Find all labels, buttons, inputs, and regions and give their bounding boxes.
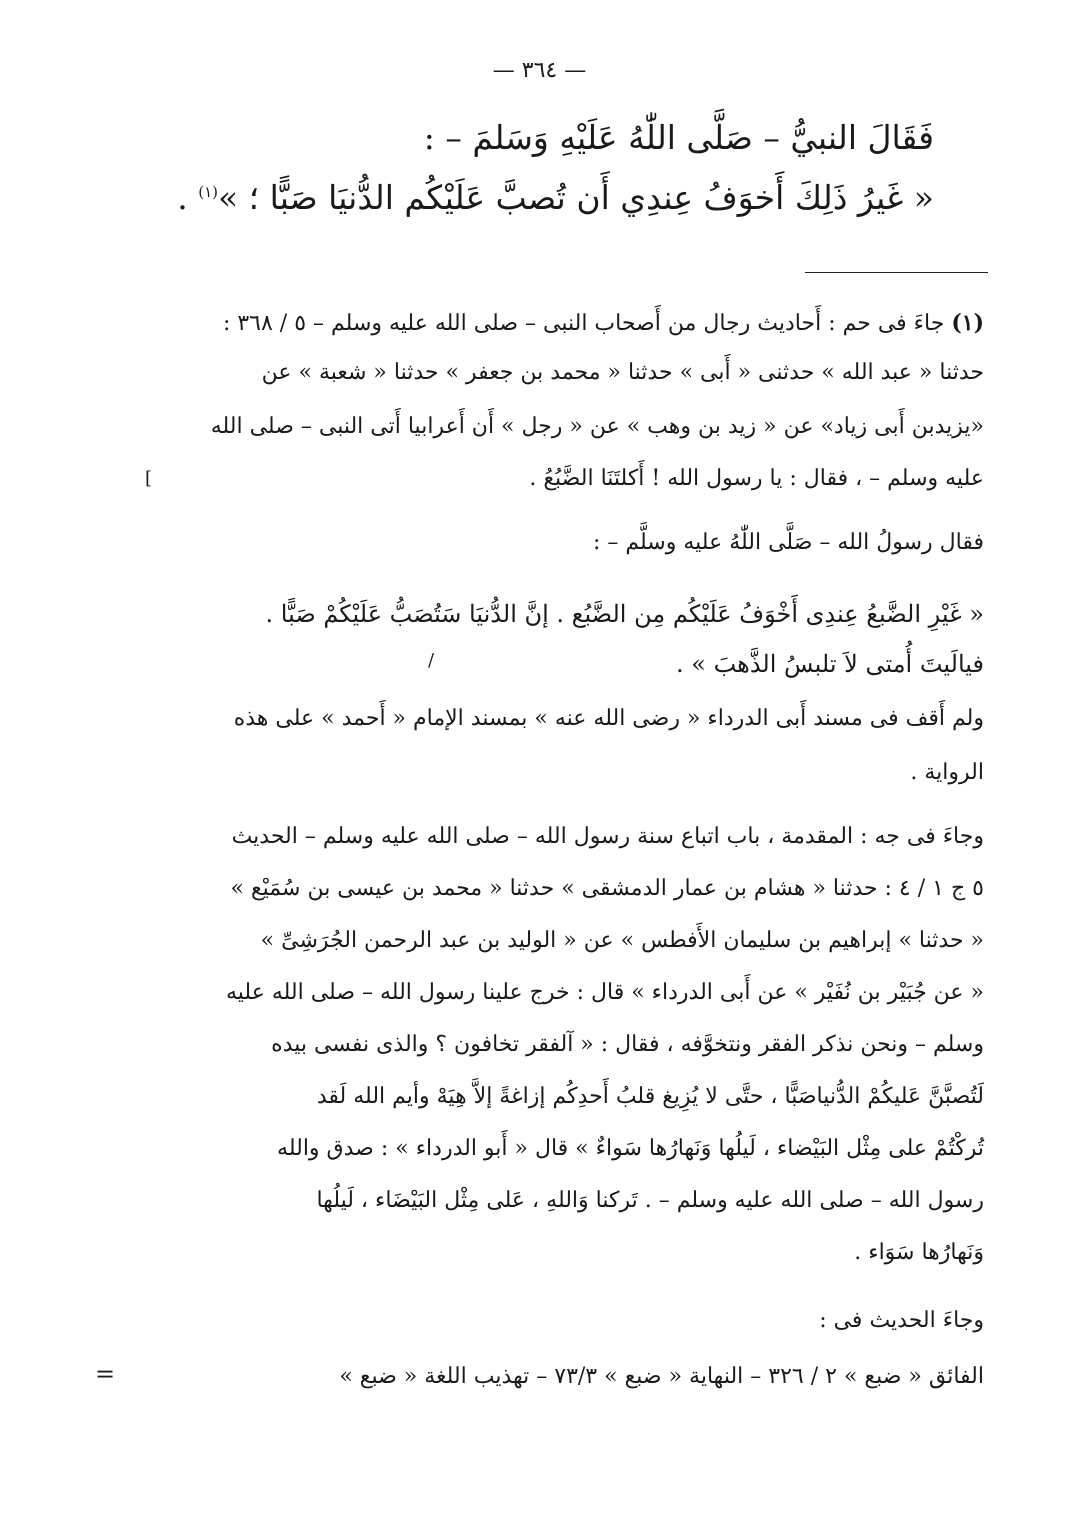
footnote-reference: (١) xyxy=(198,183,218,201)
footnote-line: وجاءَ الحديث فى : xyxy=(819,1308,984,1333)
footnote-number: (١) xyxy=(951,310,984,336)
footnote-line xyxy=(90,310,984,336)
footnote-line: وَنَهارُها سَوَاء . xyxy=(854,1240,984,1265)
footnote-line: فقال رسولُ الله – صَلَّى اللّٰهُ عليه وسلَّم – : xyxy=(592,530,984,555)
margin-bracket-mark: [ xyxy=(145,468,153,489)
footnote-line: رسول الله – صلى الله عليه وسلم – . تَركنا وَاللهِ ، عَلى مِثْل البَيْضَاء ، لَيلُها xyxy=(316,1188,984,1213)
footnote-line: وسلم – ونحن نذكر الفقر ونتخوَّفه ، فقال : « آلفقر تخافون ؟ والذى نفسى بيده xyxy=(271,1032,984,1057)
stray-mark: / xyxy=(428,650,435,671)
footnote-line: « غَيْرِ الضَّبعُ عِندِى أَخْوَفُ عَلَيْكُم مِن الضَّبُع . إنَّ الدُّنيَا سَتُصَبُّ عَلَيْكُمْ صَبًّا . xyxy=(265,600,984,628)
main-text-quote: « غَيرُ ذَلِكَ أَخوَفُ عِندِي أَن تُصبَّ عَلَيْكُم الدُّنيَا صَبًّا ؛ » xyxy=(217,178,934,217)
footnote-line: لَتُصبَّنَّ عَليكُمْ الدُّنياصَبًّا ، حتَّى لا يُزِيغ قلبُ أَحدِكُم إزاغةً إلاَّ هِيَهْ وأيم الله لَقد xyxy=(316,1084,984,1109)
main-text-period: . xyxy=(177,178,188,217)
main-text-line-1: فَقَالَ النبيُّ – صَلَّى اللّٰهُ عَلَيْهِ وَسَلمَ – : xyxy=(423,118,934,157)
footnote-text: جاءَ فى حم : أَحاديث رجال من أَصحاب النبى – صلى الله عليه وسلم – ٥ / ٣٦٨ : xyxy=(222,311,945,336)
footnote-line: تُركْتُمْ على مِثْل البَيْضاء ، لَيلُها وَنَهارُها سَواءٌ » قال « أَبو الدرداء » : صدق والله xyxy=(277,1136,984,1161)
footnote-line: الفائق « ضبع » ٢ / ٣٢٦ – النهاية « ضبع » ٧٣/٣ – تهذيب اللغة « ضبع » xyxy=(339,1364,984,1389)
footnote-line: حدثنا « عبد الله » حدثنى « أَبى » حدثنا « محمد بن جعفر » حدثنا « شعبة » عن xyxy=(261,360,984,385)
footnote-line: فيالَيتَ أُمتى لاَ تلبسُ الذَّهبَ » . xyxy=(676,650,984,678)
continuation-mark: = xyxy=(95,1360,116,1388)
footnote-line: وجاءَ فى جه : المقدمة ، باب اتباع سنة رسول الله – صلى الله عليه وسلم – الحديث xyxy=(231,824,984,849)
footnote-line: ٥ ج ١ / ٤ : حدثنا « هشام بن عمار الدمشقى » حدثنا « محمد بن عيسى بن سُمَيْع » xyxy=(230,876,984,901)
page-number: — ٣٦٤ — xyxy=(492,58,587,83)
footnote-line: الرواية . xyxy=(910,760,984,785)
footnote-line: «يزيدبن أَبى زياد» عن « زيد بن وهب » عن « رجل » أَن أَعرابيا أَتى النبى – صلى الله xyxy=(210,414,984,439)
main-text-line-2 xyxy=(150,178,934,217)
footnote-line: عليه وسلم – ، فقال : يا رسول الله ! أَكلتَنَا الضَّبُعُ . xyxy=(529,466,984,491)
footnote-line: « عن جُبَيْر بن نُفَيْر » عن أَبى الدرداء » قال : خرج علينا رسول الله – صلى الله عليه xyxy=(225,980,984,1005)
footnote-line: ولم أَقف فى مسند أَبى الدرداء « رضى الله عنه » بمسند الإمام « أَحمد » على هذه xyxy=(233,706,984,731)
footnote-separator xyxy=(805,272,988,273)
footnote-line: « حدثنا » إبراهيم بن سليمان الأَفطس » عن « الوليد بن عبد الرحمن الجُرَشِىِّ » xyxy=(260,928,984,953)
